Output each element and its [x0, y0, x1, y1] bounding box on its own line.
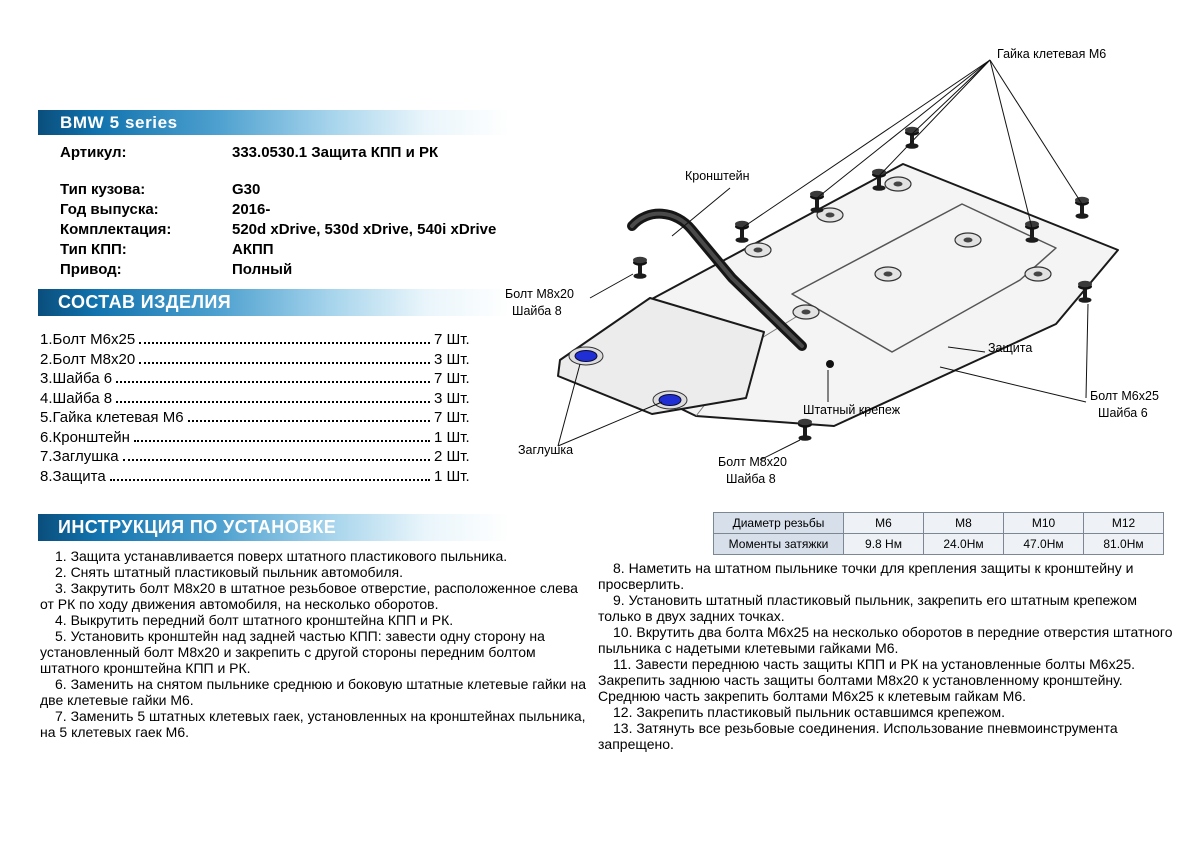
part-qty: 1 Шт. [434, 428, 470, 446]
spec-row-article [60, 143, 520, 163]
part-name: 8.Защита [40, 467, 106, 485]
spec-value: 2016- [232, 201, 271, 218]
part-name: 1.Болт М6х25 [40, 331, 136, 348]
label-cage-nut: Гайка клетевая М6 [997, 47, 1107, 61]
stock-fastener-point [826, 360, 834, 368]
torque-cell: М8 [924, 513, 1004, 534]
label-bolt-m8-left: Болт М8х20 [505, 287, 574, 301]
spec-row-year [60, 200, 520, 220]
torque-cell: 81.0Нм [1084, 534, 1164, 555]
instructions-left-column [40, 548, 592, 740]
instruction-step: 13. Затянуть все резьбовые соединения. Использование пневмоинструмента запрещено. [598, 720, 1118, 752]
product-title: BMW 5 series [60, 113, 178, 132]
label-plug: Заглушка [518, 443, 574, 457]
part-row [40, 448, 492, 468]
part-row [40, 370, 492, 390]
torque-cell: 47.0Нм [1004, 534, 1084, 555]
spec-row-drive [60, 260, 520, 280]
spec-label: Год выпуска: [60, 201, 159, 218]
part-row [40, 331, 492, 351]
torque-cell: 9.8 Нм [844, 534, 924, 555]
parts-section-header-bar [38, 289, 510, 316]
part-qty: 1 Шт. [434, 467, 470, 485]
instruction-step: 1. Защита устанавливается поверх штатного пластикового пыльника. [55, 548, 508, 564]
spec-row-gearbox [60, 240, 520, 260]
dot-leader [139, 342, 430, 344]
part-name: 7.Заглушка [40, 448, 119, 465]
instruction-step: 11. Завести переднюю часть защиты КПП и РК на установленные болты М6х25. Закрепить заднюю часть защиты болтами М8х20 к установленному кронштейну. Среднюю часть закрепить болтами М6х25 к клетевым гайкам М6. [598, 656, 1136, 704]
label-bolt-m6: Болт М6х25 [1090, 389, 1159, 403]
part-row [40, 351, 492, 371]
product-specs [60, 143, 520, 280]
part-qty: 7 Шт. [434, 409, 470, 426]
instructions-section-header-bar [38, 514, 510, 541]
spec-value: АКПП [232, 241, 274, 258]
plug-right [659, 395, 681, 406]
spec-gap [60, 163, 520, 180]
part-qty: 7 Шт. [434, 370, 470, 387]
torque-cell: М12 [1084, 513, 1164, 534]
bolt-m8-icon [798, 419, 812, 441]
label-washer8-left: Шайба 8 [512, 304, 562, 318]
torque-row-diameter [714, 513, 1164, 534]
instructions-section-title: ИНСТРУКЦИЯ ПО УСТАНОВКЕ [58, 517, 337, 537]
label-bracket: Кронштейн [685, 169, 750, 183]
instruction-step: 9. Установить штатный пластиковый пыльник, закрепить его штатным крепежом только в двух задних точках. [598, 592, 1137, 624]
part-name: 2.Болт М8х20 [40, 350, 136, 368]
label-plate: Защита [988, 341, 1033, 355]
label-washer6: Шайба 6 [1098, 406, 1148, 420]
skid-plate-diagram [500, 12, 1200, 512]
instruction-step: 7. Заменить 5 штатных клетевых гаек, установленных на кронштейнах пыльника, на 5 клетевых гаек М6. [40, 708, 586, 740]
spec-label: Тип КПП: [60, 241, 127, 258]
dot-leader [110, 479, 430, 481]
part-qty: 2 Шт. [434, 448, 470, 465]
spec-label: Артикул: [60, 144, 127, 161]
part-qty: 3 Шт. [434, 389, 470, 407]
bolt-m8-icon [633, 257, 647, 279]
part-row [40, 390, 492, 410]
part-row [40, 409, 492, 429]
parts-list [40, 331, 492, 487]
label-washer8-bottom: Шайба 8 [726, 472, 776, 486]
spec-value: 520d xDrive, 530d xDrive, 540i xDrive [232, 221, 497, 238]
instruction-step: 6. Заменить на снятом пыльнике среднюю и боковую штатные клетевые гайки на две клетевые гайки М6. [40, 676, 587, 708]
part-qty: 3 Шт. [434, 350, 470, 368]
instruction-step: 4. Выкрутить передний болт штатного кронштейна КПП и РК. [55, 612, 454, 628]
dot-leader [188, 420, 430, 422]
spec-value: Полный [232, 261, 293, 278]
part-qty: 7 Шт. [434, 331, 470, 348]
parts-section-title: СОСТАВ ИЗДЕЛИЯ [58, 292, 232, 312]
part-name: 4.Шайба 8 [40, 389, 113, 407]
instruction-step: 2. Снять штатный пластиковый пыльник автомобиля. [55, 564, 404, 580]
label-stock-fastener: Штатный крепеж [803, 403, 901, 417]
torque-row-header: Моменты затяжки [714, 534, 844, 555]
part-name: 5.Гайка клетевая М6 [40, 409, 184, 426]
spec-label: Тип кузова: [60, 181, 146, 198]
dot-leader [134, 440, 430, 442]
instruction-step: 3. Закрутить болт М8х20 в штатное резьбовое отверстие, расположенное слева от РК по ходу движения автомобиля, на несколько оборотов. [40, 580, 578, 612]
part-row [40, 429, 492, 449]
instruction-step: 12. Закрепить пластиковый пыльник оставшимся крепежом. [613, 704, 1005, 720]
torque-table [713, 512, 1164, 555]
instruction-step: 8. Наметить на штатном пыльнике точки для крепления защиты к кронштейну и просверлить. [598, 560, 1134, 592]
torque-cell: 24.0Нм [924, 534, 1004, 555]
label-bolt-m8-bottom: Болт М8х20 [718, 455, 787, 469]
torque-row-header: Диаметр резьбы [714, 513, 844, 534]
dot-leader [116, 381, 430, 383]
spec-label: Привод: [60, 261, 122, 278]
part-row [40, 468, 492, 488]
torque-row-moments [714, 534, 1164, 555]
instructions-right-column [598, 560, 1178, 752]
spec-value: 333.0530.1 Защита КПП и РК [232, 144, 439, 161]
instruction-step: 5. Установить кронштейн над задней частью КПП: завести одну сторону на установленный болт М8х20 и закрепить с другой стороны передним болтом штатного кронштейна КПП и РК. [40, 628, 545, 676]
nut-icon [1075, 197, 1089, 219]
spec-label: Комплектация: [60, 221, 172, 238]
nut-icon [905, 127, 919, 149]
dot-leader [139, 362, 430, 364]
plug-left [575, 351, 597, 362]
dot-leader [116, 401, 430, 403]
torque-cell: М10 [1004, 513, 1084, 534]
part-name: 6.Кронштейн [40, 428, 130, 446]
instruction-step: 10. Вкрутить два болта М6х25 на несколько оборотов в передние отверстия штатного пыльника с надетыми клетевыми гайками М6. [598, 624, 1173, 656]
torque-cell: М6 [844, 513, 924, 534]
spec-row-body-type [60, 180, 520, 200]
dot-leader [123, 459, 430, 461]
spec-value: G30 [232, 181, 261, 198]
part-name: 3.Шайба 6 [40, 370, 113, 387]
spec-row-trim [60, 220, 520, 240]
product-title-bar [38, 110, 510, 135]
